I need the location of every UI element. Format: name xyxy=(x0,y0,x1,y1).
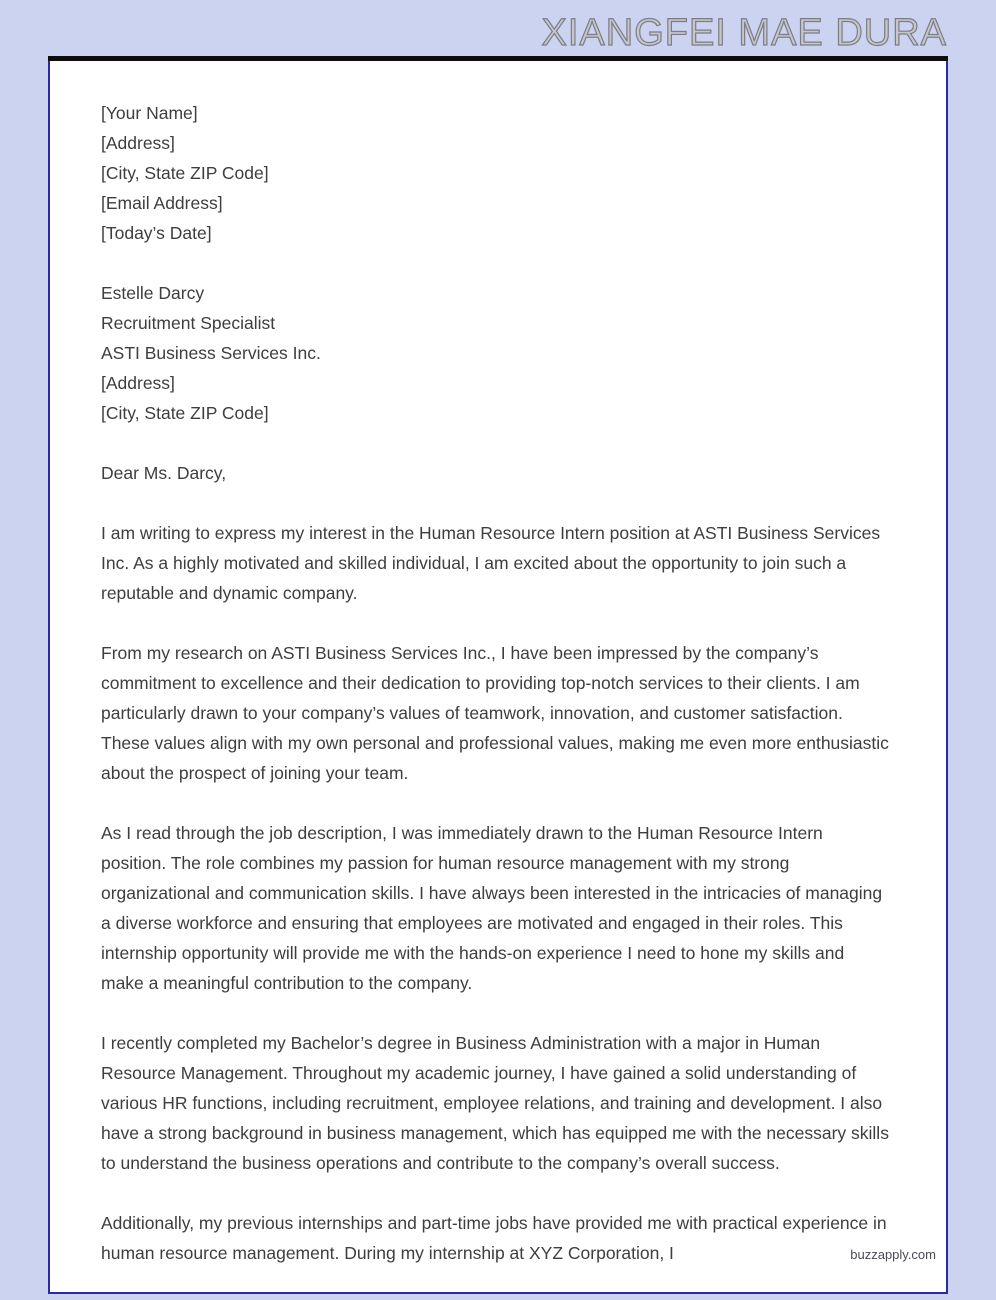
sender-block xyxy=(101,98,891,248)
recipient-company: ASTI Business Services Inc. xyxy=(101,343,321,363)
page-title: XIANGFEI MAE DURA xyxy=(541,12,947,54)
paragraph-experience: Additionally, my previous internships and part-time jobs have provided me with practical experience in human resource management. During my internship at XYZ Corporation, I xyxy=(101,1213,887,1263)
letter-page xyxy=(48,61,948,1294)
sender-name: [Your Name] xyxy=(101,103,198,123)
salutation: Dear Ms. Darcy, xyxy=(101,463,227,483)
sender-address: [Address] xyxy=(101,133,175,153)
recipient-title: Recruitment Specialist xyxy=(101,313,276,333)
recipient-block xyxy=(101,278,891,428)
paragraph-company-research: From my research on ASTI Business Services Inc., I have been impressed by the company’s commitment to excellence and their dedication to providing top-notch services to their clients. I am particularly drawn to your company’s values of teamwork, innovation, and customer satisfaction. These values align with my own personal and professional values, making me even more enthusiastic about the prospect of joining your team. xyxy=(101,643,889,783)
paragraph-job-description: As I read through the job description, I was immediately drawn to the Human Resource Intern position. The role combines my passion for human resource management with my strong organizational and communication skills. I have always been interested in the intricacies of managing a diverse workforce and ensuring that employees are motivated and engaged in their roles. This internship opportunity will provide me with the hands-on experience I need to hone my skills and make a meaningful contribution to the company. xyxy=(101,823,883,993)
recipient-name: Estelle Darcy xyxy=(101,283,205,303)
paragraph-education: I recently completed my Bachelor’s degree in Business Administration with a major in Human Resource Management. Throughout my academic journey, I have gained a solid understanding of various HR functions, including recruitment, employee relations, and training and development. I also have a strong background in business management, which has equipped me with the necessary skills to understand the business operations and contribute to the company’s overall success. xyxy=(101,1033,889,1173)
letter-date: [Today’s Date] xyxy=(101,223,212,243)
recipient-city-state-zip: [City, State ZIP Code] xyxy=(101,403,269,423)
paragraph-intro: I am writing to express my interest in the Human Resource Intern position at ASTI Business Services Inc. As a highly motivated and skilled individual, I am excited about the opportunity to join such a reputable and dynamic company. xyxy=(101,523,881,603)
sender-city-state-zip: [City, State ZIP Code] xyxy=(101,163,269,183)
recipient-address: [Address] xyxy=(101,373,175,393)
letter-content xyxy=(50,61,946,1268)
watermark-text: buzzapply.com xyxy=(850,1247,936,1262)
sender-email: [Email Address] xyxy=(101,193,223,213)
